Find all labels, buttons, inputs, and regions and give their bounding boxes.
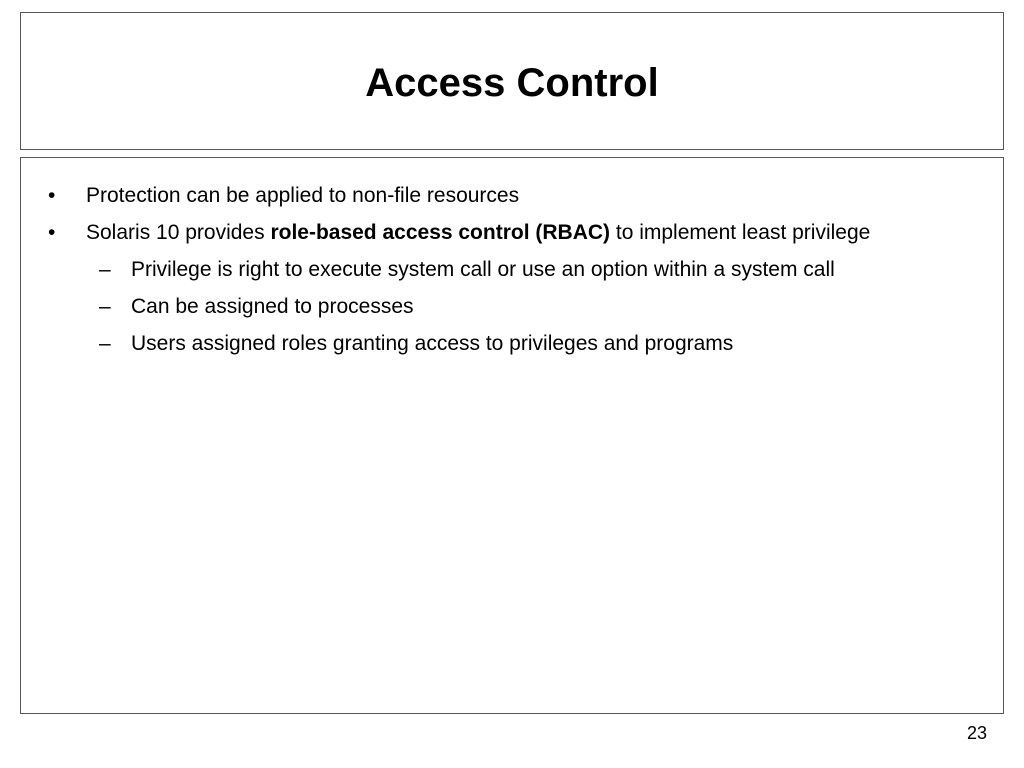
sub-bullet-marker: – xyxy=(99,295,111,318)
content-frame xyxy=(20,157,1004,714)
sub-bullet-privilege xyxy=(21,254,1003,285)
sub-bullet-processes xyxy=(21,291,1003,322)
bullet-item-protection xyxy=(21,180,1003,211)
slide-title: Access Control xyxy=(365,61,659,105)
bullet-marker: • xyxy=(48,221,56,244)
page-number: 23 xyxy=(966,723,987,743)
sub-bullet-text: Privilege is right to execute system call or use an option within a system call xyxy=(131,258,835,281)
sub-bullet-marker: – xyxy=(99,332,111,355)
bullet-text: Protection can be applied to non-file resources xyxy=(86,184,520,207)
sub-bullet-text: Can be assigned to processes xyxy=(131,295,414,318)
bullet-text-bold: role-based access control (RBAC) xyxy=(270,221,611,244)
sub-bullet-text: Users assigned roles granting access to privileges and programs xyxy=(131,332,734,355)
bullet-item-rbac xyxy=(21,217,1003,248)
bullet-text-after: to implement least privilege xyxy=(610,221,871,244)
sub-bullet-marker: – xyxy=(99,258,111,281)
bullet-text-before: Solaris 10 provides xyxy=(86,221,271,244)
title-frame xyxy=(20,12,1004,150)
sub-bullet-roles xyxy=(21,328,1003,359)
bullet-marker: • xyxy=(48,184,56,207)
bullet-list xyxy=(21,180,1003,365)
